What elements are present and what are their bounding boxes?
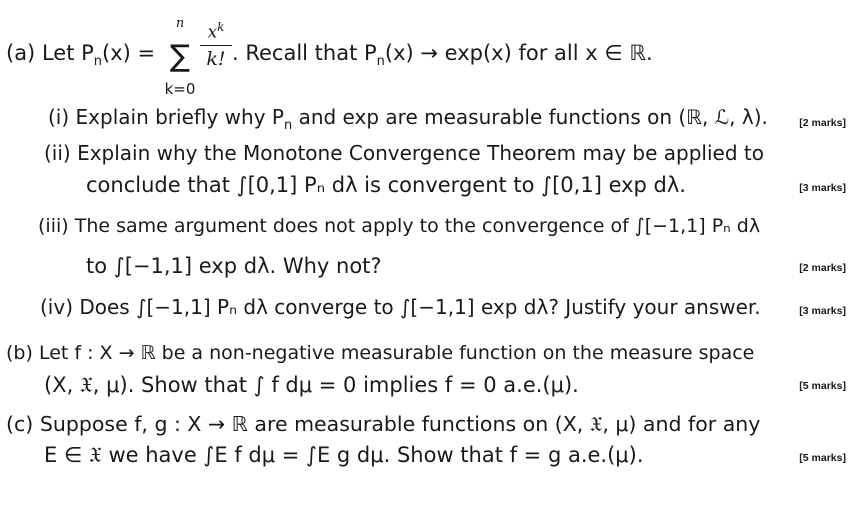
fraction-numerator (200, 20, 232, 43)
part-b-marks: [5 marks] (799, 380, 846, 392)
part-c-label: (c) (6, 412, 34, 436)
part-i-label: (i) (48, 105, 70, 129)
part-iv-label: (iv) (40, 295, 73, 319)
fraction-bar (200, 45, 232, 46)
part-ii-line2: conclude that ∫[0,1] Pₙ dλ is convergent to ∫[0,1] exp dλ. (86, 173, 686, 197)
part-b-line1-text: Let f : X → ℝ be a non-negative measurable function on the measure space (38, 342, 755, 364)
part-a-tail-rest: (x) → exp(x) for all x ∈ ℝ. (384, 41, 653, 65)
part-c-line1-text: Suppose f, g : X → ℝ are measurable functions on (X, 𝔛, μ) and for any (39, 412, 761, 436)
part-i-rest: and exp are measurable functions on (ℝ, ℒ, λ). (292, 105, 768, 129)
part-ii-marks: [3 marks] (799, 182, 846, 194)
part-a-tail-sub: n (376, 54, 385, 70)
part-c-line2: E ∈ 𝔛 we have ∫E f dμ = ∫E g dμ. Show that f = g a.e.(μ). (44, 443, 644, 467)
fraction-denominator: k! (206, 47, 226, 70)
part-a-lead (6, 40, 155, 75)
fraction (200, 20, 232, 70)
sum-upper-limit: n (175, 16, 185, 31)
sum-symbol: ∑ (169, 39, 191, 74)
sum-lower-limit: k=0 (164, 80, 196, 98)
part-iii-line2: to ∫[−1,1] exp dλ. Why not? (86, 254, 382, 278)
part-c-line1 (6, 411, 760, 437)
part-iv-text: Does ∫[−1,1] Pₙ dλ converge to ∫[−1,1] exp dλ? Justify your answer. (79, 295, 761, 319)
fraction-numerator-base: x (207, 22, 218, 43)
part-a-lead-sub: n (93, 54, 103, 70)
part-c-marks: [5 marks] (799, 452, 846, 464)
part-ii-line1 (44, 140, 764, 166)
part-b-line1 (6, 340, 754, 366)
part-a-label: (a) (6, 41, 36, 65)
part-i-marks: [2 marks] (799, 117, 846, 129)
part-iv-marks: [3 marks] (799, 305, 846, 317)
part-a-tail (232, 40, 653, 75)
part-ii-label: (ii) (44, 141, 71, 165)
part-a-lead-rest: (x) = (102, 41, 156, 65)
part-iii-line1-text: The same argument does not apply to the convergence of ∫[−1,1] Pₙ dλ (74, 215, 761, 237)
part-ii-line1-text: Explain why the Monotone Convergence Theorem may be applied to (77, 141, 764, 165)
part-iii-marks: [2 marks] (799, 262, 846, 274)
part-b-label: (b) (6, 342, 33, 364)
part-a-tail-text: . Recall that P (232, 41, 377, 65)
fraction-numerator-sup: k (217, 20, 225, 34)
part-i (48, 104, 768, 139)
part-i-sub: n (283, 118, 293, 133)
part-iv (40, 294, 761, 320)
part-b-line2: (X, 𝔛, μ). Show that ∫ f dμ = 0 implies f = 0 a.e.(μ). (44, 373, 579, 397)
part-iii-label: (iii) (38, 215, 69, 237)
part-a-lead-text: Let P (41, 41, 94, 65)
part-i-text: Explain briefly why P (75, 105, 284, 129)
part-iii-line1 (38, 213, 760, 239)
summation (163, 16, 197, 98)
